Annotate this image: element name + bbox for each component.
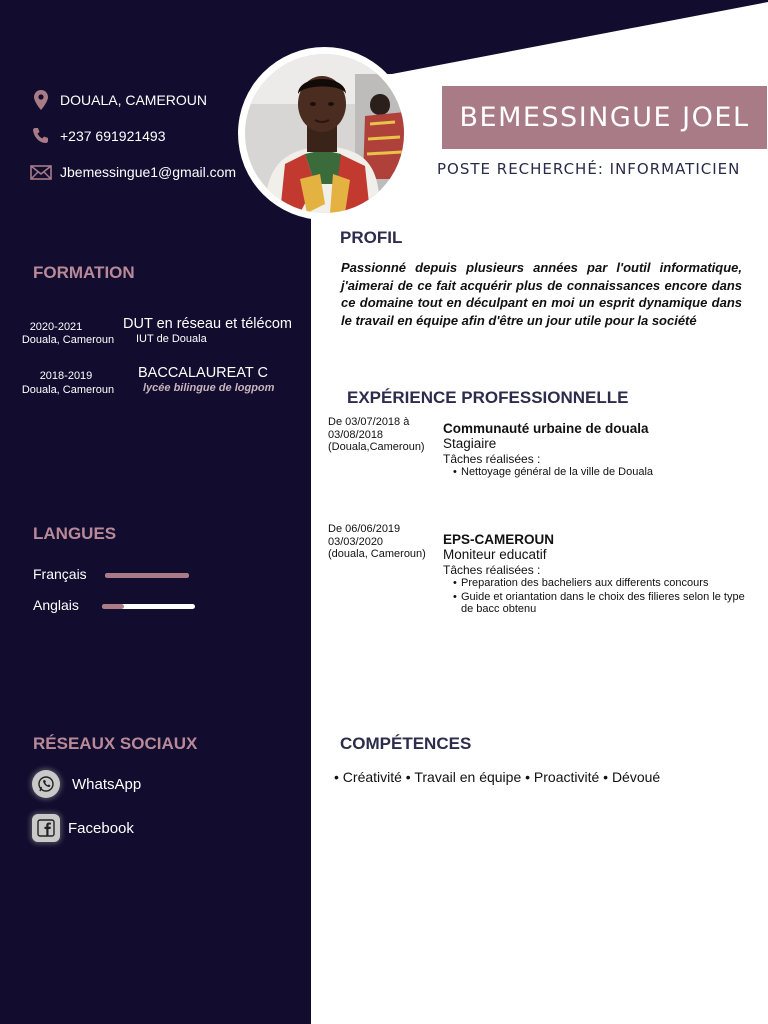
experience-1-date bbox=[328, 416, 425, 454]
formation-1-degree: DUT en réseau et télécom bbox=[123, 316, 292, 332]
experience-2-role: Moniteur educatif bbox=[443, 547, 547, 562]
contact-phone-text: +237 691921493 bbox=[60, 128, 166, 144]
contact-city-text: DOUALA, CAMEROUN bbox=[60, 92, 208, 108]
reseaux-title: RÉSEAUX SOCIAUX bbox=[33, 734, 198, 753]
contact-city bbox=[30, 90, 207, 110]
langues-title: LANGUES bbox=[33, 524, 117, 543]
profil-text: Passionné depuis plusieurs années par l'outil informatique, j'aimerai de ce fait acquérir plus de connaissances encore dans ce domaine tout en déculpant en moi un esprit dynamique dans le travail en équipe afin d'être un jour utile pour la société bbox=[341, 260, 742, 328]
experience-1-task: • Nettoyage général de la ville de Douala bbox=[453, 466, 753, 479]
experience-2-task: • Guide et oriantation dans le choix des filieres selon le type de bacc obtenu bbox=[453, 591, 753, 616]
langue-1-bar-track bbox=[105, 573, 189, 578]
competences-list: • Créativité • Travail en équipe • Proactivité • Dévoué bbox=[334, 769, 661, 785]
facebook-icon bbox=[32, 814, 60, 842]
contact-email-text: Jbemessingue1@gmail.com bbox=[60, 164, 237, 180]
name-banner bbox=[442, 86, 767, 149]
langue-1-bar-fill bbox=[105, 573, 189, 578]
experience-2-company: EPS-CAMEROUN bbox=[443, 532, 555, 547]
experience-1-company: Communauté urbaine de douala bbox=[443, 421, 649, 436]
social-whatsapp[interactable] bbox=[32, 770, 141, 798]
experience-1-date-line2: 03/08/2018 bbox=[328, 428, 384, 441]
experience-2-date-line3: (douala, Cameroun) bbox=[328, 548, 426, 560]
profil-title: PROFIL bbox=[340, 228, 403, 247]
location-pin-icon bbox=[30, 90, 52, 110]
formation-2-years: 2018-2019 bbox=[39, 370, 93, 382]
phone-icon bbox=[30, 126, 52, 146]
formation-1-school: IUT de Douala bbox=[136, 333, 207, 345]
whatsapp-icon bbox=[32, 770, 60, 798]
experience-2-task: • Preparation des bacheliers aux differents concours bbox=[453, 577, 753, 590]
experience-2-tasks-label: Tâches réalisées : bbox=[443, 563, 541, 577]
experience-1-tasks-label: Tâches réalisées : bbox=[443, 452, 541, 466]
experience-2-tasks bbox=[453, 577, 753, 617]
langue-2-bar-track bbox=[102, 604, 195, 609]
experience-1-tasks bbox=[453, 466, 753, 480]
formation-2-school: lycée bilingue de logpom bbox=[143, 382, 275, 394]
competences-title: COMPÉTENCES bbox=[340, 734, 472, 753]
formation-title: FORMATION bbox=[33, 263, 135, 282]
formation-2-degree: BACCALAUREAT C bbox=[138, 365, 268, 381]
formation-1-years: 2020-2021 bbox=[29, 321, 83, 333]
contact-phone bbox=[30, 126, 166, 146]
experience-2-date-line2: 03/03/2020 bbox=[328, 535, 384, 548]
header-diagonal-band bbox=[0, 0, 768, 80]
experience-1-date-line3: (Douala,Cameroun) bbox=[328, 441, 425, 453]
formation-1-place: Douala, Cameroun bbox=[21, 334, 115, 346]
formation-2-place: Douala, Cameroun bbox=[21, 384, 115, 396]
social-facebook[interactable] bbox=[32, 814, 134, 842]
contact-email[interactable] bbox=[30, 162, 236, 182]
experience-1-date-line1: De 03/07/2018 à bbox=[328, 416, 410, 428]
mail-icon bbox=[30, 162, 52, 182]
experience-1-role: Stagiaire bbox=[443, 436, 497, 451]
experience-2-date bbox=[328, 523, 426, 561]
profile-photo bbox=[245, 54, 404, 213]
candidate-name: BEMESSINGUE JOEL bbox=[459, 102, 750, 133]
poste-recherche: POSTE RECHERCHÉ: INFORMATICIEN bbox=[437, 160, 741, 178]
langue-2-bar-fill bbox=[102, 604, 124, 609]
langue-2-name: Anglais bbox=[33, 597, 79, 613]
social-facebook-label: Facebook bbox=[68, 819, 134, 837]
langue-1-name: Français bbox=[33, 566, 87, 582]
experience-2-date-line1: De 06/06/2019 bbox=[328, 523, 401, 535]
social-whatsapp-label: WhatsApp bbox=[72, 775, 142, 793]
experience-title: EXPÉRIENCE PROFESSIONNELLE bbox=[347, 388, 629, 407]
